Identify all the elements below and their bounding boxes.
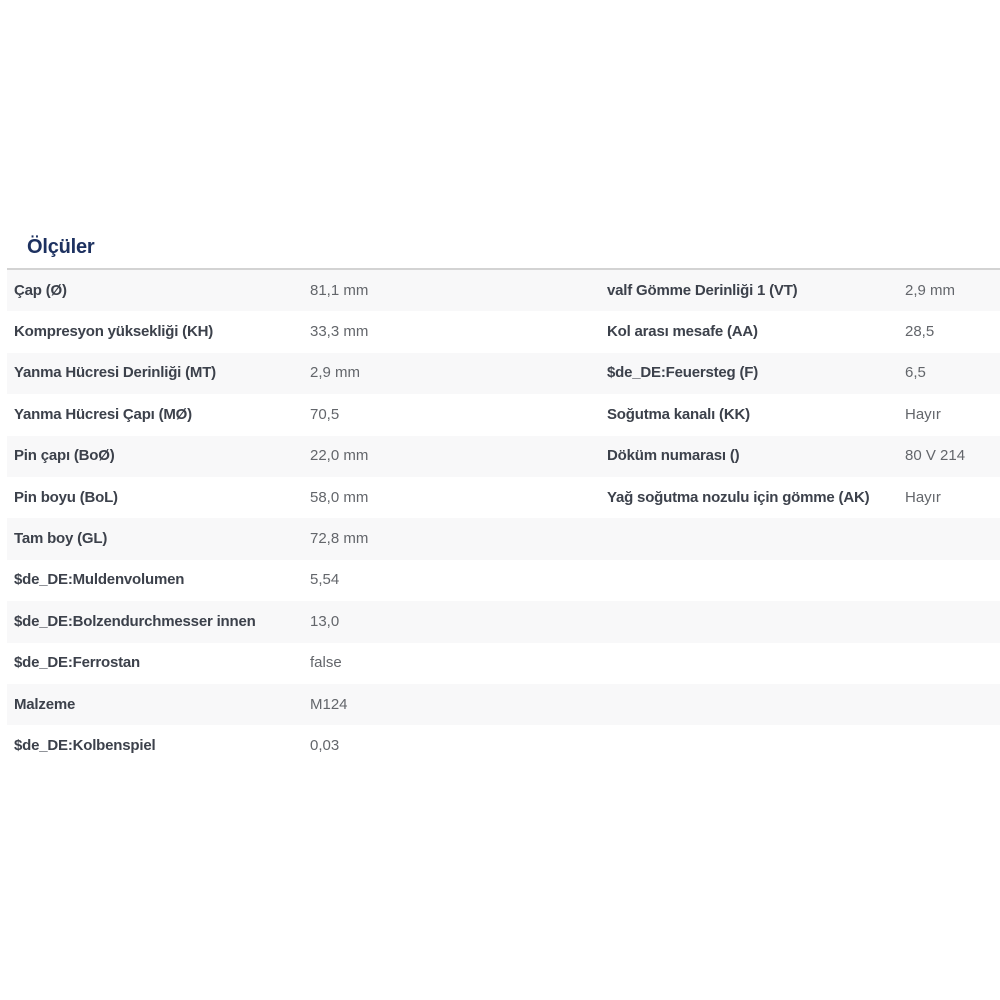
spec-value-left: 58,0 mm bbox=[310, 488, 369, 506]
spec-value-right: Hayır bbox=[905, 405, 941, 423]
spec-value-right: 6,5 bbox=[905, 364, 926, 382]
spec-row bbox=[7, 601, 1000, 642]
spec-value-left: 70,5 bbox=[310, 405, 340, 423]
spec-label-right: Kol arası mesafe (AA) bbox=[607, 323, 758, 341]
spec-label-right: Soğutma kanalı (KK) bbox=[607, 405, 750, 423]
spec-label-right: $de_DE:Feuersteg (F) bbox=[607, 364, 759, 382]
spec-value-left: 13,0 bbox=[310, 612, 340, 630]
spec-value-left: M124 bbox=[310, 695, 348, 713]
spec-row bbox=[7, 684, 1000, 725]
spec-row bbox=[7, 725, 1000, 766]
spec-row bbox=[7, 643, 1000, 684]
spec-value-left: 22,0 mm bbox=[310, 447, 369, 465]
spec-label-left: Pin çapı (BoØ) bbox=[14, 447, 115, 465]
spec-label-left: $de_DE:Kolbenspiel bbox=[14, 736, 156, 754]
spec-row bbox=[7, 518, 1000, 559]
spec-row bbox=[7, 353, 1000, 394]
spec-value-left: 2,9 mm bbox=[310, 364, 361, 382]
spec-label-left: Çap (Ø) bbox=[14, 281, 67, 299]
spec-row bbox=[7, 394, 1000, 435]
spec-row bbox=[7, 436, 1000, 477]
spec-value-left: false bbox=[310, 654, 342, 672]
spec-label-left: $de_DE:Bolzendurchmesser innen bbox=[14, 612, 256, 630]
spec-label-left: Tam boy (GL) bbox=[14, 530, 108, 548]
spec-value-left: 0,03 bbox=[310, 736, 340, 754]
specs-section bbox=[0, 234, 1000, 767]
spec-label-left: Yanma Hücresi Çapı (MØ) bbox=[14, 405, 192, 423]
spec-value-right: 80 V 214 bbox=[905, 447, 966, 465]
spec-label-right: Döküm numarası () bbox=[607, 447, 740, 465]
spec-row bbox=[7, 477, 1000, 518]
spec-label-left: Kompresyon yüksekliği (KH) bbox=[14, 323, 214, 341]
spec-row bbox=[7, 560, 1000, 601]
spec-row bbox=[7, 311, 1000, 352]
specs-section-title: Ölçüler bbox=[27, 236, 95, 258]
spec-value-left: 5,54 bbox=[310, 571, 340, 589]
spec-label-left: Malzeme bbox=[14, 695, 76, 713]
spec-label-left: Yanma Hücresi Derinliği (MT) bbox=[14, 364, 216, 382]
spec-value-right: Hayır bbox=[905, 488, 941, 506]
spec-value-right: 2,9 mm bbox=[905, 281, 956, 299]
spec-value-left: 81,1 mm bbox=[310, 281, 369, 299]
spec-row bbox=[7, 270, 1000, 311]
spec-label-right: valf Gömme Derinliği 1 (VT) bbox=[607, 281, 798, 299]
spec-label-right: Yağ soğutma nozulu için gömme (AK) bbox=[607, 488, 870, 506]
spec-label-left: Pin boyu (BoL) bbox=[14, 488, 118, 506]
spec-value-left: 33,3 mm bbox=[310, 323, 369, 341]
specs-table bbox=[7, 268, 1000, 767]
spec-value-right: 28,5 bbox=[905, 323, 935, 341]
spec-label-left: $de_DE:Ferrostan bbox=[14, 654, 141, 672]
spec-label-left: $de_DE:Muldenvolumen bbox=[14, 571, 185, 589]
spec-value-left: 72,8 mm bbox=[310, 530, 369, 548]
